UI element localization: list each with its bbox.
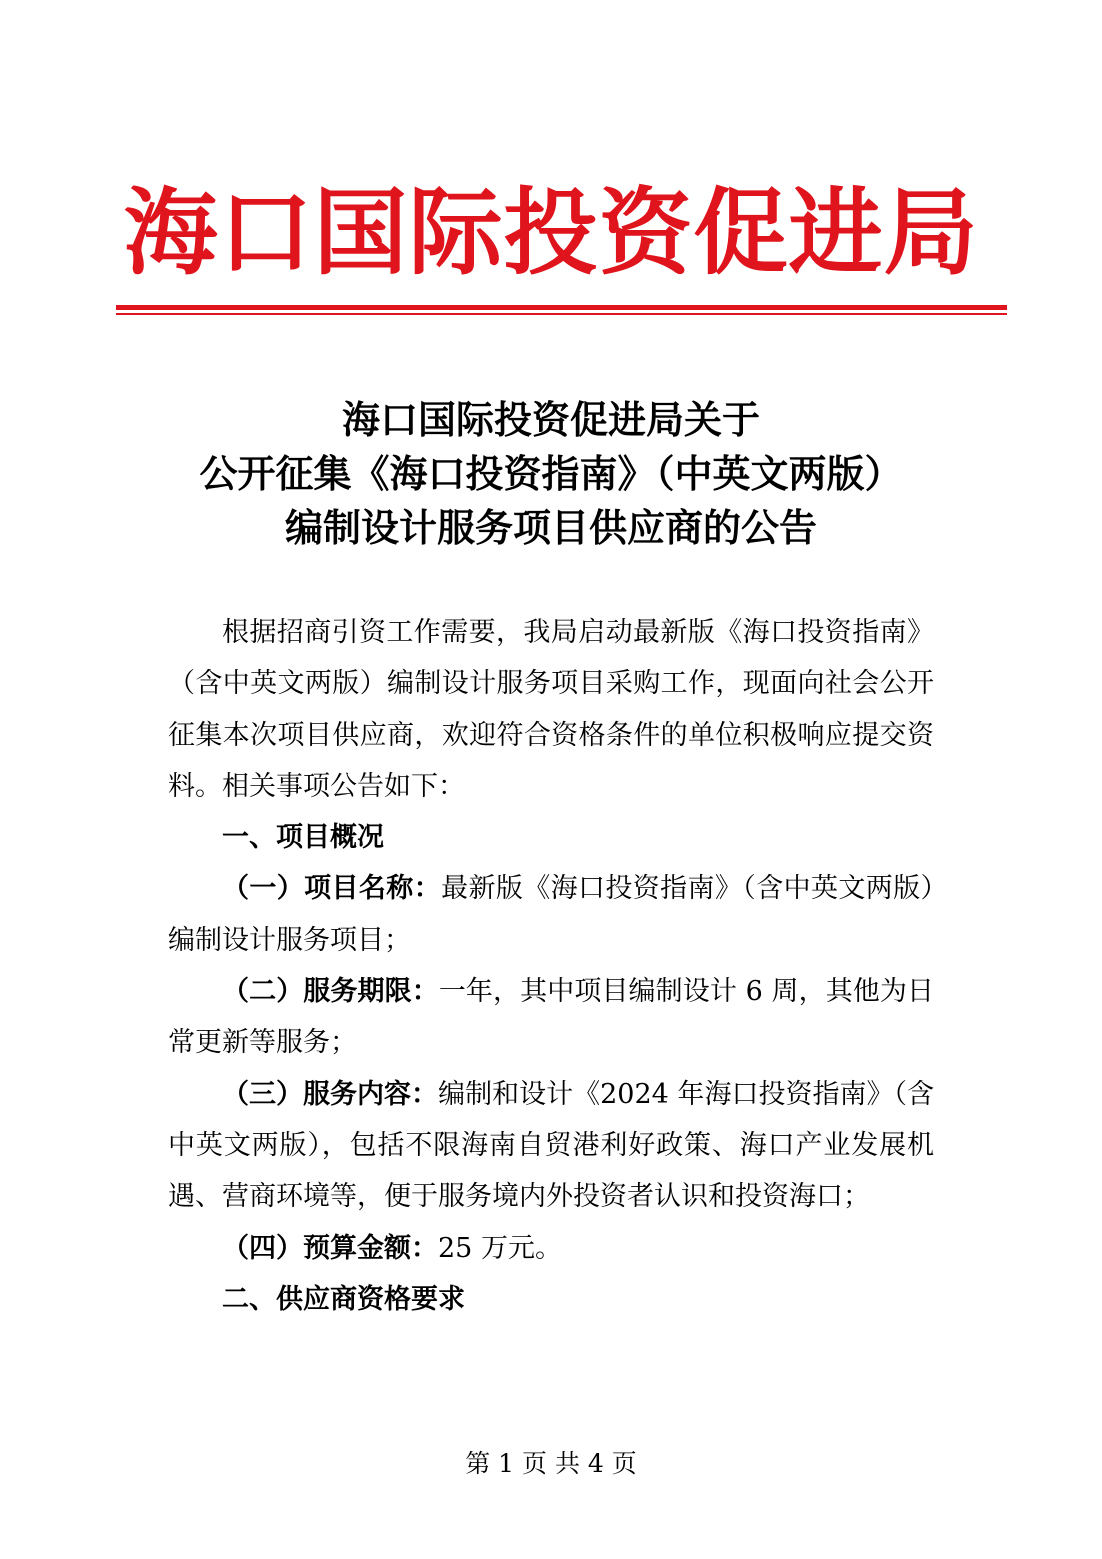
document-body (168, 607, 934, 1325)
masthead-rule-thick (116, 305, 1007, 310)
section-2-heading: 二、供应商资格要求 (222, 1283, 465, 1315)
masthead-rule-thin (116, 313, 1007, 315)
item-2-text: 一年，其中项目编制设计 6 周，其他为日常更新等服务； (168, 976, 935, 1059)
item-3-label: （三）服务内容： (222, 1078, 439, 1110)
item-4-text: 25 万元。 (438, 1232, 562, 1264)
document-title (0, 393, 1102, 555)
item-2-paragraph (168, 966, 934, 1069)
title-line-3: 编制设计服务项目供应商的公告 (284, 505, 817, 550)
item-4-label: （四）预算金额： (222, 1232, 438, 1264)
page-indicator: 第 1 页 共 4 页 (465, 1449, 637, 1478)
section-1-heading: 一、项目概况 (222, 822, 384, 854)
title-line-2: 公开征集《海口投资指南》（中英文两版） (199, 451, 903, 496)
title-line-1: 海口国际投资促进局关于 (341, 397, 760, 442)
item-3-text: 编制和设计《2024 年海口投资指南》（含中英文两版），包括不限海南自贸港利好政策、海口产业发展机遇、营商环境等，便于服务境内外投资者认识和投资海口； (168, 1078, 935, 1213)
item-1-paragraph (168, 863, 934, 966)
item-2-label: （二）服务期限： (222, 976, 439, 1008)
item-3-paragraph (168, 1069, 934, 1223)
item-4-paragraph (168, 1223, 934, 1274)
item-1-text: 最新版《海口投资指南》（含中英文两版）编制设计服务项目； (168, 873, 935, 956)
intro-paragraph: 根据招商引资工作需要，我局启动最新版《海口投资指南》（含中英文两版）编制设计服务项目采购工作，现面向社会公开征集本次项目供应商，欢迎符合资格条件的单位积极响应提交资料。相关事项公告如下： (168, 617, 934, 802)
masthead-org-name: 海口国际投资促进局 (123, 178, 979, 288)
item-1-label: （一）项目名称： (222, 873, 442, 905)
